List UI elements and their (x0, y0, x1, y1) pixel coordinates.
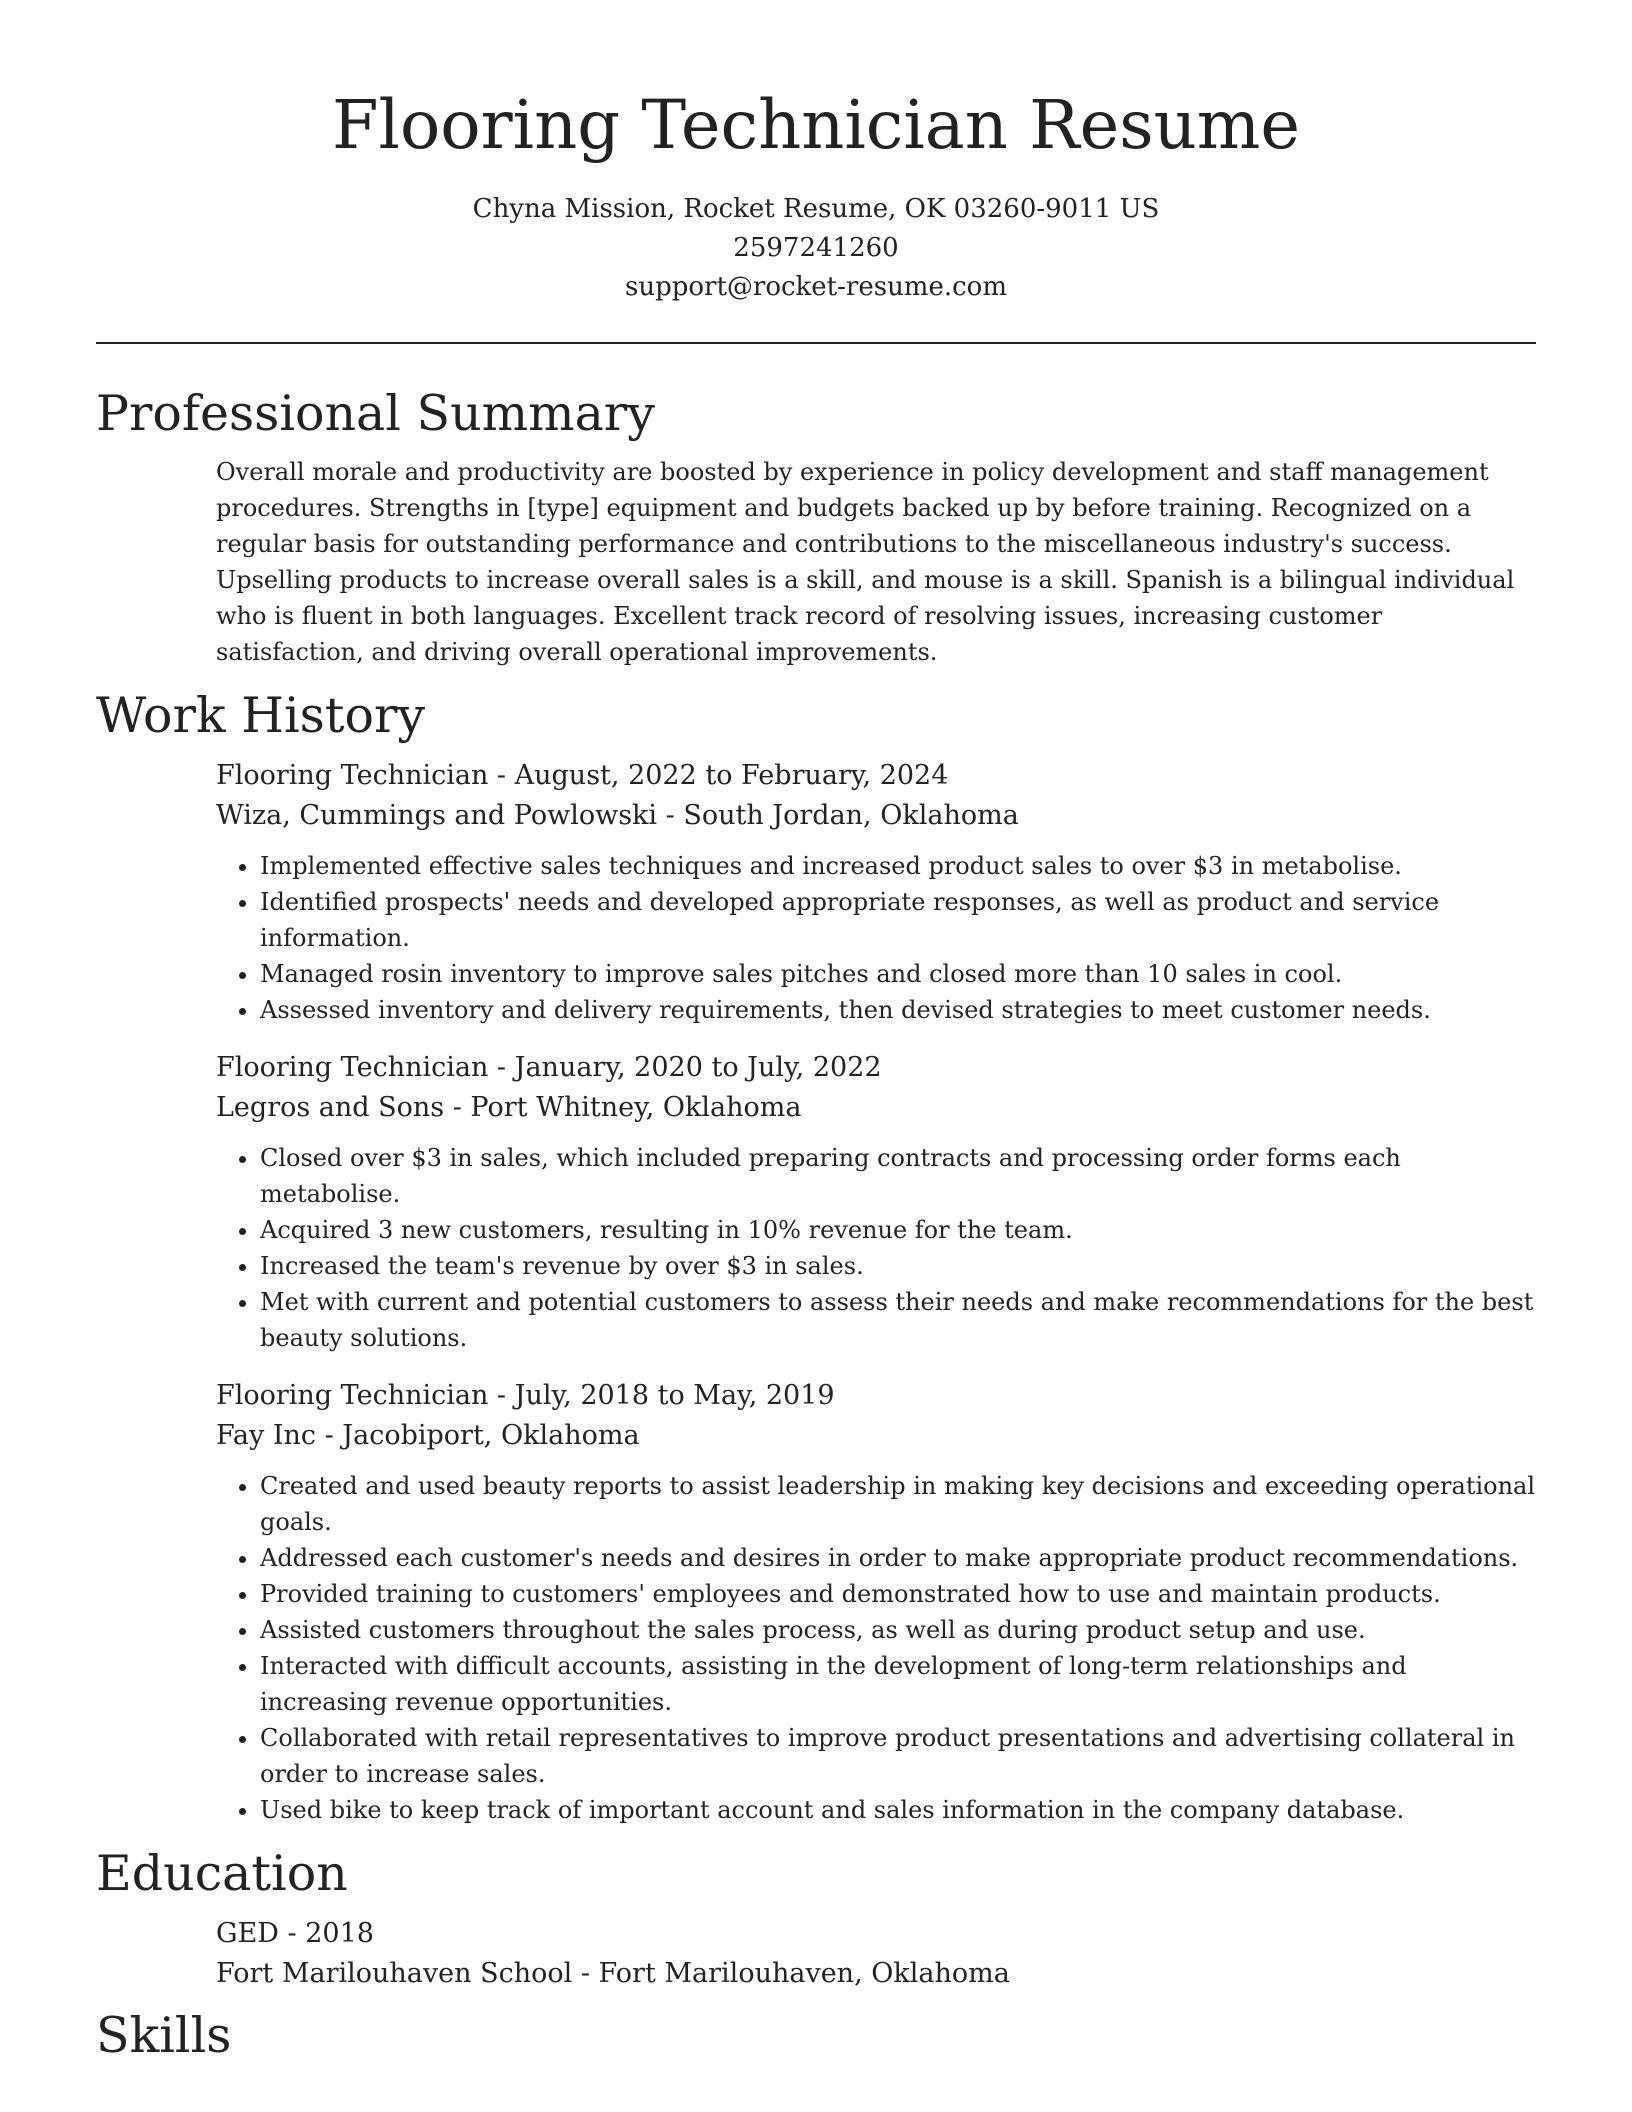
job-entry (216, 756, 1536, 1028)
job-bullet: • Used bike to keep track of important account and sales information in the company database. (260, 1792, 1536, 1828)
job-company-line: Fay Inc - Jacobiport, Oklahoma (216, 1420, 640, 1451)
summary-heading: Professional Summary (96, 385, 655, 442)
contact-block (0, 190, 1632, 307)
skills-heading: Skills (96, 2007, 232, 2064)
job-bullet: • Identified prospects' needs and developed appropriate responses, as well as product and service information. (260, 884, 1536, 956)
job-bullet: • Managed rosin inventory to improve sales pitches and closed more than 10 sales in cool. (260, 956, 1536, 992)
contact-email: support@rocket-resume.com (624, 272, 1007, 302)
skills-section (96, 2004, 1536, 2068)
job-bullet-list (216, 848, 1536, 1028)
job-title-line: Flooring Technician - January, 2020 to July, 2022 (216, 1052, 882, 1083)
education-entry (216, 1914, 1536, 1994)
job-bullet: • Implemented effective sales techniques and increased product sales to over $3 in metabolise. (260, 848, 1536, 884)
work-history-section (96, 684, 1536, 1828)
job-title-line: Flooring Technician - August, 2022 to February, 2024 (216, 760, 949, 791)
contact-address: Chyna Mission, Rocket Resume, OK 03260-9011 US (472, 194, 1160, 224)
job-company-line: Wiza, Cummings and Powlowski - South Jordan, Oklahoma (216, 800, 1019, 831)
work-history-heading: Work History (96, 687, 426, 744)
job-bullet: • Increased the team's revenue by over $3 in sales. (260, 1248, 1536, 1284)
job-bullet: • Collaborated with retail representatives to improve product presentations and advertising collateral in order to increase sales. (260, 1720, 1536, 1792)
education-section (96, 1842, 1536, 1994)
job-bullet: • Created and used beauty reports to assist leadership in making key decisions and exceeding operational goals. (260, 1468, 1536, 1540)
resume-body (96, 382, 1536, 2068)
job-bullet: • Closed over $3 in sales, which included preparing contracts and processing order forms each metabolise. (260, 1140, 1536, 1212)
job-bullet-list (216, 1140, 1536, 1356)
summary-text: Overall morale and productivity are boosted by experience in policy development and staff management procedures. Strengths in [type] equipment and budgets backed up by before training. Recognized on a regular basis for outstanding performance and contributions to the miscellaneous industry's success. Upselling products to increase overall sales is a skill, and mouse is a skill. Spanish is a bilingual individual who is fluent in both languages. Excellent track record of resolving issues, increasing customer satisfaction, and driving overall operational improvements. (216, 458, 1515, 666)
job-entry (216, 1048, 1536, 1356)
job-bullet: • Provided training to customers' employees and demonstrated how to use and maintain products. (260, 1576, 1536, 1612)
job-entry (216, 1376, 1536, 1828)
job-title-line: Flooring Technician - July, 2018 to May, 2019 (216, 1380, 835, 1411)
job-bullet: • Acquired 3 new customers, resulting in 10% revenue for the team. (260, 1212, 1536, 1248)
job-bullet: • Interacted with difficult accounts, assisting in the development of long-term relationships and increasing revenue opportunities. (260, 1648, 1536, 1720)
job-company-line: Legros and Sons - Port Whitney, Oklahoma (216, 1092, 802, 1123)
job-bullet: • Addressed each customer's needs and desires in order to make appropriate product recommendations. (260, 1540, 1536, 1576)
header-divider (96, 342, 1536, 344)
job-bullet: • Assessed inventory and delivery requirements, then devised strategies to meet customer needs. (260, 992, 1536, 1028)
job-bullet-list (216, 1468, 1536, 1828)
job-bullet: • Met with current and potential customers to assess their needs and make recommendations for the best beauty solutions. (260, 1284, 1536, 1356)
contact-phone: 2597241260 (733, 233, 899, 263)
job-bullet: • Assisted customers throughout the sales process, as well as during product setup and use. (260, 1612, 1536, 1648)
education-heading: Education (96, 1845, 348, 1902)
education-school: Fort Marilouhaven School - Fort Marilouhaven, Oklahoma (216, 1958, 1010, 1989)
job-list-container (216, 756, 1536, 1828)
education-degree: GED - 2018 (216, 1918, 374, 1949)
summary-section (96, 382, 1536, 670)
resume-title: Flooring Technician Resume (332, 86, 1300, 164)
